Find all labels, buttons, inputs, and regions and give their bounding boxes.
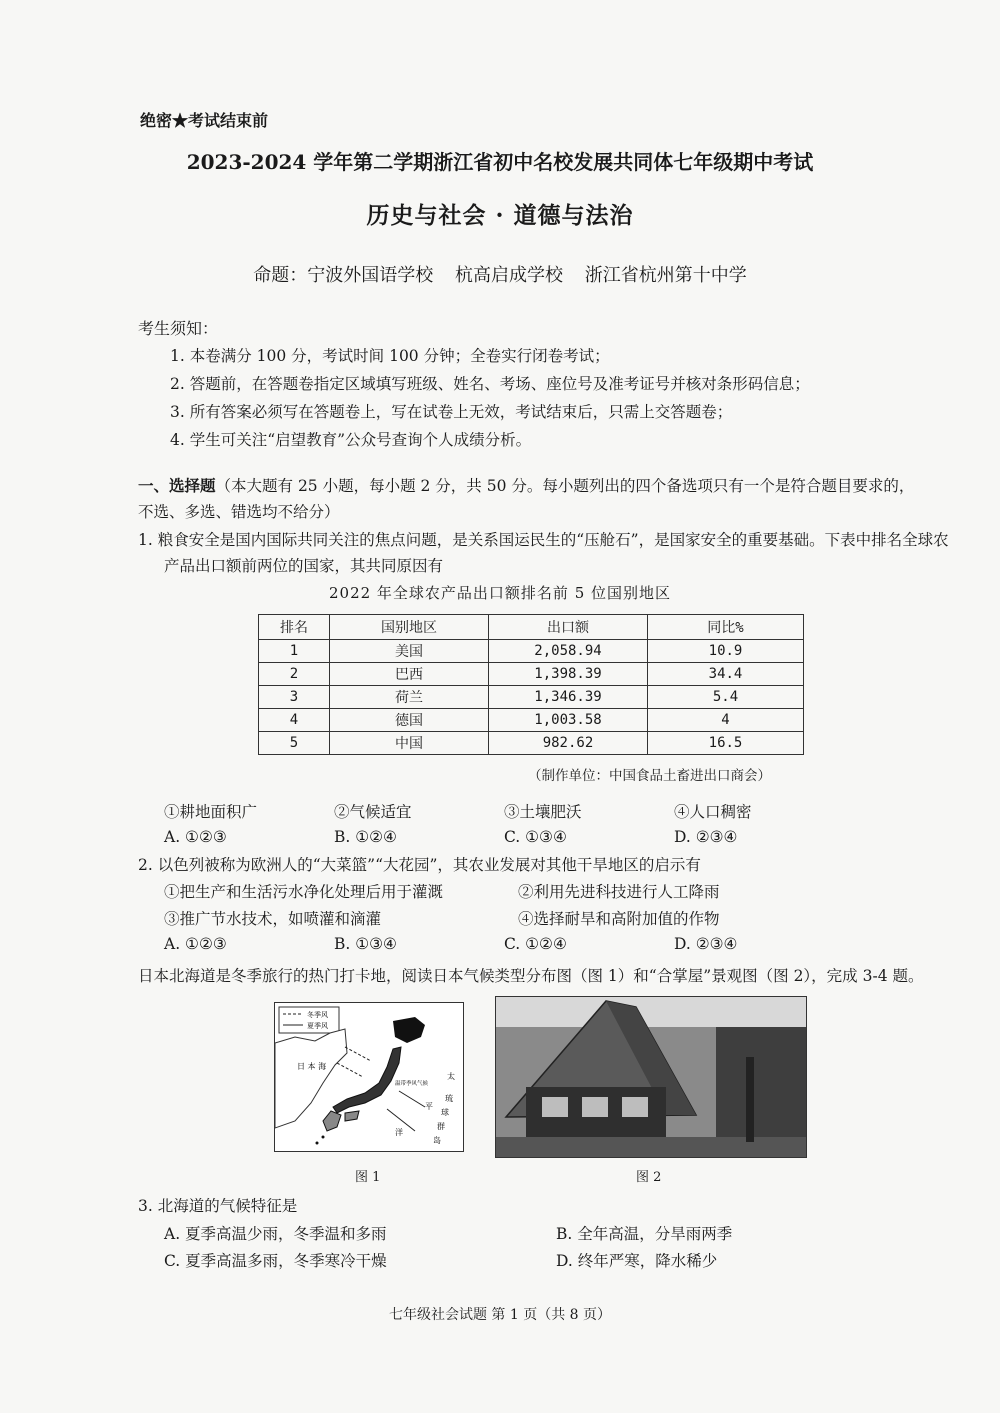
table-cell: 16.5: [648, 732, 804, 755]
section-description: （本大题有 25 小题，每小题 2 分，共 50 分。每小题列出的四个备选项只有一个是符合题目要求的，不选、多选、错选均不给分）: [138, 477, 915, 521]
answer-option[interactable]: B. ①②④: [334, 828, 397, 846]
kyushu-shape: [323, 1111, 341, 1131]
table-cell: 德国: [330, 709, 489, 732]
figure-2-photo: [495, 996, 807, 1158]
islands-char: 岛: [433, 1136, 441, 1145]
legend-summer: 夏季风: [307, 1022, 328, 1030]
table-cell: 4: [259, 709, 330, 732]
table-cell: 1,398.39: [489, 663, 648, 686]
notice-item: 3. 所有答案必须写在答题卷上，写在试卷上无效，考试结束后，只需上交答题卷；: [170, 403, 733, 421]
climate-label: 温带季风气候: [395, 1081, 429, 1087]
author-school: 杭高启成学校: [455, 265, 563, 286]
japan-climate-map: [275, 1003, 463, 1151]
table-cell: 5.4: [648, 686, 804, 709]
notice-list: [170, 342, 810, 454]
sea-label: 日 本 海: [297, 1062, 327, 1071]
question-2-stem: 2. 以色列被称为欧洲人的“大菜篮”“大花园”，其农业发展对其他干旱地区的启示有: [138, 856, 701, 874]
table-header: 排名: [259, 615, 330, 640]
tree-trunk: [746, 1057, 754, 1142]
table-header: 同比%: [648, 615, 804, 640]
answer-option[interactable]: A. ①②③: [164, 828, 227, 846]
question-3-stem: 3. 北海道的气候特征是: [138, 1197, 298, 1215]
table-cell: 2: [259, 663, 330, 686]
q2-item: ②利用先进科技进行人工降雨: [518, 883, 720, 901]
answer-option[interactable]: A. ①②③: [164, 935, 227, 953]
authors-line: [0, 261, 1000, 287]
winter-wind-arrow: [345, 1047, 371, 1061]
answer-option[interactable]: A. 夏季高温少雨，冬季温和多雨: [164, 1225, 387, 1243]
islands-char: 群: [437, 1122, 445, 1131]
table-cell: 10.9: [648, 640, 804, 663]
table-cell: 荷兰: [330, 686, 489, 709]
shikoku-shape: [345, 1111, 359, 1121]
export-table: [258, 614, 804, 755]
answer-option[interactable]: C. 夏季高温多雨，冬季寒冷干燥: [164, 1252, 387, 1270]
table-cell: 美国: [330, 640, 489, 663]
q2-item: ④选择耐旱和高附加值的作物: [518, 910, 720, 928]
legend-winter: 冬季风: [307, 1011, 328, 1019]
exam-subject: 历史与社会 · 道德与法治: [366, 202, 634, 229]
notice-heading: 考生须知：: [138, 319, 219, 338]
answer-option[interactable]: D. ②③④: [674, 935, 738, 953]
q2-item: ③推广节水技术，如喷灌和滴灌: [164, 910, 382, 928]
sky: [496, 997, 806, 1027]
gassho-house-illustration: [496, 997, 806, 1157]
ocean-char: 洋: [395, 1128, 403, 1137]
exam-title: 2023-2024 学年第二学期浙江省初中名校发展共同体七年级期中考试: [186, 150, 814, 174]
ground: [496, 1137, 806, 1157]
hokkaido-shape: [393, 1017, 425, 1043]
q3-4-intro: 日本北海道是冬季旅行的热门打卡地，阅读日本气候类型分布图（图 1）和“合掌屋”景观图（图 2），完成 3-4 题。: [138, 967, 924, 985]
notice-item: 1. 本卷满分 100 分，考试时间 100 分钟；全卷实行闭卷考试；: [170, 347, 610, 365]
figure-2-caption: 图 2: [636, 1170, 662, 1185]
table-cell: 1,003.58: [489, 709, 648, 732]
table-cell: 5: [259, 732, 330, 755]
table-cell: 34.4: [648, 663, 804, 686]
table-header-row: [259, 615, 804, 640]
table-cell: 982.62: [489, 732, 648, 755]
table-row: [259, 732, 804, 755]
figure-1-map: [274, 1002, 464, 1152]
q2-options: [164, 935, 844, 953]
islands-char: 琉: [445, 1094, 453, 1103]
confidential-mark: 绝密★考试结束前: [140, 111, 269, 130]
table-row: [259, 640, 804, 663]
winter-wind-arrow: [337, 1063, 363, 1077]
window: [542, 1097, 568, 1117]
table-source: （制作单位：中国食品土畜进出口商会）: [528, 768, 771, 784]
figure-1-caption: 图 1: [355, 1170, 381, 1185]
table-header: 国别地区: [330, 615, 489, 640]
table-cell: 3: [259, 686, 330, 709]
summer-wind-arrow: [399, 1091, 425, 1107]
section-label: 一、选择题: [138, 476, 216, 495]
table-cell: 4: [648, 709, 804, 732]
notice-item: 4. 学生可关注“启望教育”公众号查询个人成绩分析。: [170, 431, 532, 449]
choice-item: ④人口稠密: [674, 803, 752, 821]
table-row: [259, 709, 804, 732]
table-caption: 2022 年全球农产品出口额排名前 5 位国别地区: [328, 584, 672, 602]
ocean-char: 太: [447, 1072, 455, 1081]
author-school: 宁波外国语学校: [307, 265, 434, 286]
ocean-char: 平: [425, 1102, 433, 1111]
q2-item: ①把生产和生活污水净化处理后用于灌溉: [164, 883, 444, 901]
answer-option[interactable]: B. ①③④: [334, 935, 397, 953]
choice-item: ②气候适宜: [334, 803, 412, 821]
window: [622, 1097, 648, 1117]
answer-option[interactable]: D. 终年严寒，降水稀少: [556, 1252, 718, 1270]
table-cell: 1: [259, 640, 330, 663]
table-cell: 2,058.94: [489, 640, 648, 663]
author-school: 浙江省杭州第十中学: [584, 265, 747, 286]
islands-char: 球: [441, 1108, 449, 1117]
table-row: [259, 663, 804, 686]
table-cell: 中国: [330, 732, 489, 755]
q1-items: [164, 800, 844, 822]
notice-item: 2. 答题前，在答题卷指定区域填写班级、姓名、考场、座位号及准考证号并核对条形码信息；: [170, 375, 810, 393]
choice-item: ①耕地面积广: [164, 803, 258, 821]
island-dot: [316, 1142, 319, 1145]
table-cell: 1,346.39: [489, 686, 648, 709]
island-dot: [322, 1136, 325, 1139]
q1-options: [164, 828, 844, 846]
answer-option[interactable]: B. 全年高温，分旱雨两季: [556, 1225, 733, 1243]
table-header: 出口额: [489, 615, 648, 640]
answer-option[interactable]: C. ①②④: [504, 935, 567, 953]
table-row: [259, 686, 804, 709]
page-footer: 七年级社会试题 第 1 页（共 8 页）: [388, 1307, 612, 1323]
question-1-stem: 1. 粮食安全是国内国际共同关注的焦点问题，是关系国运民生的“压舱石”，是国家安全的重要基础。下表中排名全球农产品出口额前两位的国家，其共同原因有: [138, 531, 949, 575]
answer-option[interactable]: C. ①③④: [504, 828, 567, 846]
window: [582, 1097, 608, 1117]
table-cell: 巴西: [330, 663, 489, 686]
authors-label: 命题：: [253, 265, 308, 286]
answer-option[interactable]: D. ②③④: [674, 828, 738, 846]
choice-item: ③土壤肥沃: [504, 803, 582, 821]
section-heading: [138, 473, 928, 525]
